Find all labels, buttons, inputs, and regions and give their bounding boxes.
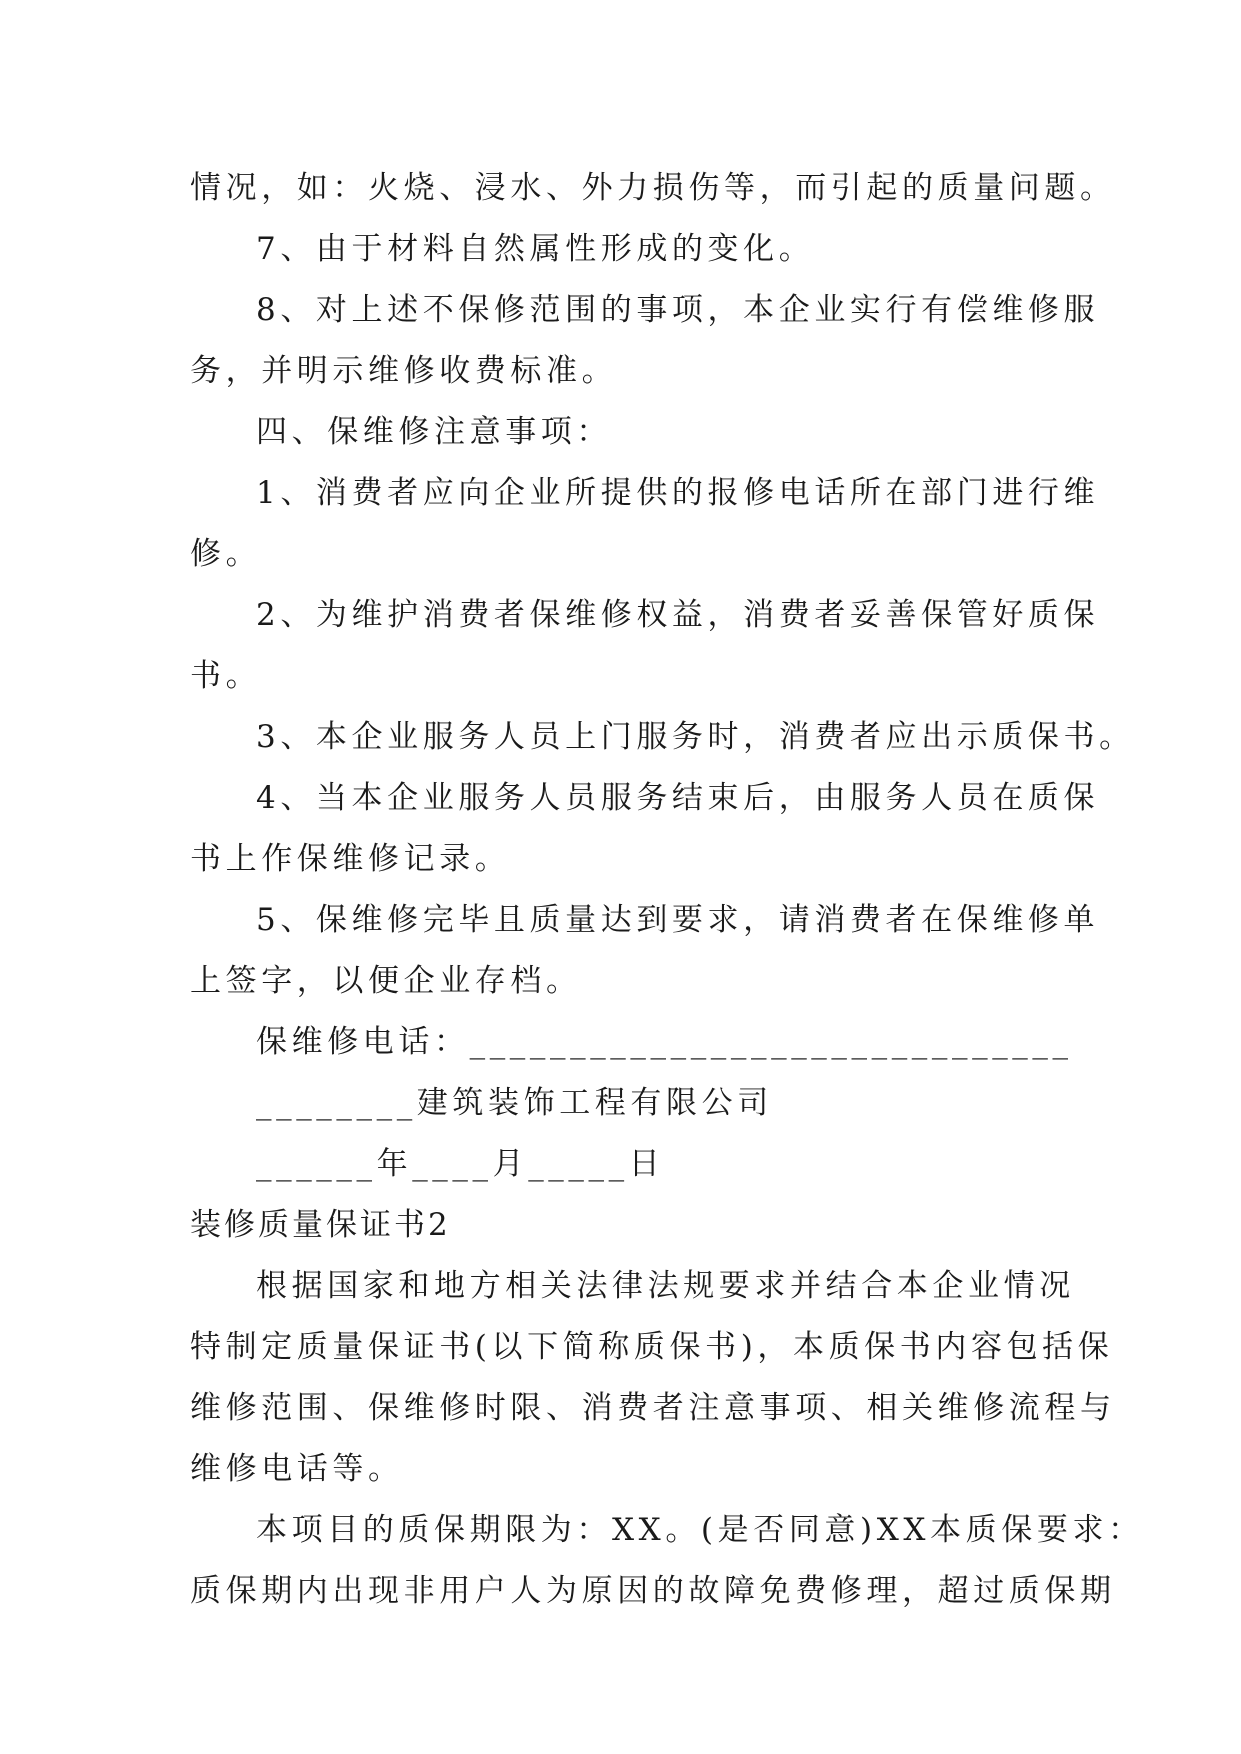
paragraph-line: 3、本企业服务人员上门服务时，消费者应出示质保书。 — [256, 719, 1135, 755]
paragraph-line: 根据国家和地方相关法律法规要求并结合本企业情况 — [256, 1268, 1075, 1304]
date-line: ______年____月_____日 — [256, 1146, 665, 1182]
phone-field-line: 保维修电话：______________________________ — [256, 1024, 1073, 1060]
paragraph-line: 质保期内出现非用户人为原因的故障免费修理，超过质保期 — [190, 1573, 1116, 1609]
paragraph-line: 情况，如：火烧、浸水、外力损伤等，而引起的质量问题。 — [190, 170, 1116, 206]
paragraph-line: 4、当本企业服务人员服务结束后，由服务人员在质保 — [256, 780, 1100, 816]
document-body — [190, 158, 1144, 1622]
paragraph-line: 特制定质量保证书(以下简称质保书)，本质保书内容包括保 — [190, 1329, 1114, 1365]
paragraph-line: 书上作保维修记录。 — [190, 841, 511, 877]
paragraph-line: 修。 — [190, 536, 262, 572]
paragraph-line: 2、为维护消费者保维修权益，消费者妥善保管好质保 — [256, 597, 1100, 633]
paragraph-line: 7、由于材料自然属性形成的变化。 — [256, 231, 815, 267]
paragraph-line: 维修电话等。 — [190, 1451, 404, 1487]
paragraph-line: 务，并明示维修收费标准。 — [190, 353, 618, 389]
paragraph-line: 8、对上述不保修范围的事项，本企业实行有偿维修服 — [256, 292, 1100, 328]
company-name-line: ________建筑装饰工程有限公司 — [256, 1085, 773, 1121]
paragraph-line: 1、消费者应向企业所提供的报修电话所在部门进行维 — [256, 475, 1100, 511]
paragraph-line: 书。 — [190, 658, 262, 694]
paragraph-line: 本项目的质保期限为：XX。(是否同意)XX本质保要求： — [256, 1512, 1144, 1548]
section-heading: 四、保维修注意事项： — [256, 414, 612, 450]
document-title: 装修质量保证书2 — [190, 1207, 451, 1243]
paragraph-line: 上签字，以便企业存档。 — [190, 963, 582, 999]
paragraph-line: 5、保维修完毕且质量达到要求，请消费者在保维修单 — [256, 902, 1100, 938]
paragraph-line: 维修范围、保维修时限、消费者注意事项、相关维修流程与 — [190, 1390, 1116, 1426]
